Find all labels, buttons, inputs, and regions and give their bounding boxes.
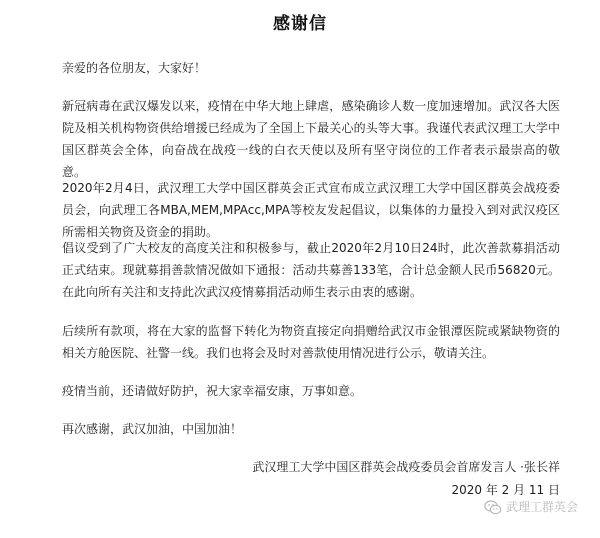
letter-paragraph-committee: 2020年2月4日，武汉理工大学中国区群英会正式宣布成立武汉理工大学中国区群英会战疫委员会，向武理工各MBA,MEM,MPAcc,MPA等校友发起倡议，以集体的力量投入到对武汉疫区所需相关物资及资金的捐助。 [62,181,560,239]
letter-paragraph-wishes: 疫情当前，还请做好防护，祝大家幸福安康，万事如意。 [62,384,363,398]
letter-signature: 武汉理工大学中国区群英会战疫委员会首席发言人 ·张长祥 [252,460,560,474]
letter-paragraph-donations: 倡议受到了广大校友的高度关注和积极参与，截止2020年2月10日24时，此次善款募捐活动正式结束。现就募捐善款情况做如下通报：活动共募善133笔，合计总金额人民币56820元。在此向所有关注和支持此次武汉疫情募捐活动师生表示由衷的感谢。 [62,241,560,299]
letter-title: 感谢信 [273,14,327,34]
letter-date: 2020 年 2 月 11 日 [451,483,560,497]
wechat-icon [484,500,502,515]
letter-paragraph-closing: 再次感谢，武汉加油，中国加油！ [62,422,243,436]
letter-paragraph-followup: 后续所有款项，将在大家的监督下转化为物资直接定向捐赠给武汉市金银潭医院或紧缺物资的相关方舱医院、社警一线。我们也将会及时对善款使用情况进行公示，敬请关注。 [62,324,560,360]
watermark [484,498,578,516]
letter-greeting: 亲爱的各位朋友，大家好！ [62,61,207,75]
letter-paragraph-outbreak: 新冠病毒在武汉爆发以来，疫情在中华大地上肆虐，感染确诊人数一度加速增加。武汉各大医院及相关机构物资供给增援已经成为了全国上下最关心的头等大事。我谨代表武汉理工大学中国区群英会全体，向奋战在战疫一线的白衣天使以及所有坚守岗位的工作者表示最崇高的敬意。 [62,99,560,179]
watermark-text: 武理工群英会 [505,500,578,514]
